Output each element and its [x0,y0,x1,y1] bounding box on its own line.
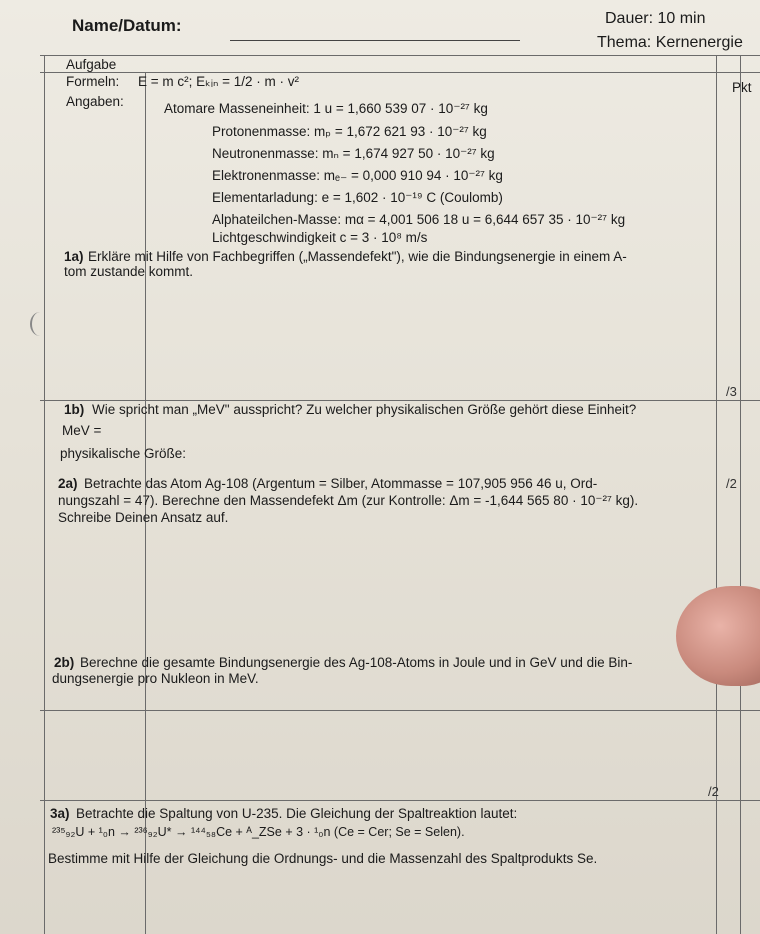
task-2a-text-cont: nungszahl = 47). Berechne den Massendefekt Δm (zur Kontrolle: Δm = -1,644 565 80 · 10⁻²⁷ kg). [58,493,639,508]
angabe-line: Protonenmasse: mₚ = 1,672 621 93 · 10⁻²⁷ kg [212,124,487,139]
angabe-line: Lichtgeschwindigkeit c = 3 · 10⁸ m/s [212,230,428,245]
aufgabe-rule [40,72,760,73]
angabe-line: Atomare Masseneinheit: 1 u = 1,660 539 07 · 10⁻²⁷ kg [164,101,488,116]
task-2b-text: Berechne die gesamte Bindungsenergie des Ag-108-Atoms in Joule und in GeV und die Bin- [80,655,633,670]
left-border [44,55,45,934]
task-2a-points: /2 [726,476,737,491]
task-2a-number: 2a) [58,476,78,491]
task-1a-number: 1a) [64,249,84,264]
aufgabe-label: Aufgabe [66,57,117,72]
formeln-label: Formeln: [66,74,120,89]
task-3a-number: 3a) [50,806,70,821]
name-datum-label: Name/Datum: [72,16,182,35]
angabe-line: Neutronenmasse: mₙ = 1,674 927 50 · 10⁻²⁷ kg [212,146,495,161]
angabe-line: Elektronenmasse: mₑ₋ = 0,000 910 94 · 10⁻²⁷ kg [212,168,503,183]
points-column-left [716,55,717,934]
name-underline [230,40,520,41]
task-1a-text-cont: tom zustande kommt. [64,264,194,279]
task-2a-text: Betrachte das Atom Ag-108 (Argentum = Silber, Atommasse = 107,905 956 46 u, Ord- [84,476,598,491]
angabe-line: Alphateilchen-Masse: mα = 4,001 506 18 u = 6,644 657 35 · 10⁻²⁷ kg [212,212,626,227]
topic-label: Thema: Kernenergie [597,34,743,51]
task-2a-text-cont2: Schreibe Deinen Ansatz auf. [58,510,229,525]
row-3a-rule [40,800,760,801]
task-1b-text: Wie spricht man „MeV" ausspricht? Zu welcher physikalischen Größe gehört diese Einheit? [92,402,637,417]
task-1a-text: Erkläre mit Hilfe von Fachbegriffen („Massendefekt"), wie die Bindungsenergie in einem A- [88,249,627,264]
task-2b-number: 2b) [54,655,75,670]
task-3a-text: Betrachte die Spaltung von U-235. Die Gleichung der Spaltreaktion lautet: [76,806,518,821]
row-2b-rule [40,710,760,711]
task-3a-equation: ²³⁵₉₂U + ¹₀n → ²³⁶₉₂U* → ¹⁴⁴₅₈Ce + ᴬ_ZSe + 3 · ¹₀n (Ce = Cer; Se = Selen). [52,825,465,839]
angaben-label: Angaben: [66,94,124,109]
margin-mark [30,312,50,336]
angabe-line: Elementarladung: e = 1,602 · 10⁻¹⁹ C (Coulomb) [212,190,503,205]
row-1b-rule [40,400,760,401]
mev-answer-label: MeV = [62,423,102,438]
formeln-text: E = m c²; Eₖᵢₙ = 1/2 · m · v² [138,74,300,89]
task-2b-text-cont: dungsenergie pro Nukleon in MeV. [52,671,259,686]
task-2b-points: /2 [708,784,719,799]
duration-label: Dauer: 10 min [605,10,706,27]
points-header: Pkt [732,80,752,95]
points-column-right [740,55,741,934]
groesse-answer-label: physikalische Größe: [60,446,187,461]
task-1b-number: 1b) [64,402,85,417]
task-1b-points: /3 [726,384,737,399]
task-3a-text-cont: Bestimme mit Hilfe der Gleichung die Ordnungs- und die Massenzahl des Spaltprodukts Se. [48,851,598,866]
header-rule [40,55,760,56]
